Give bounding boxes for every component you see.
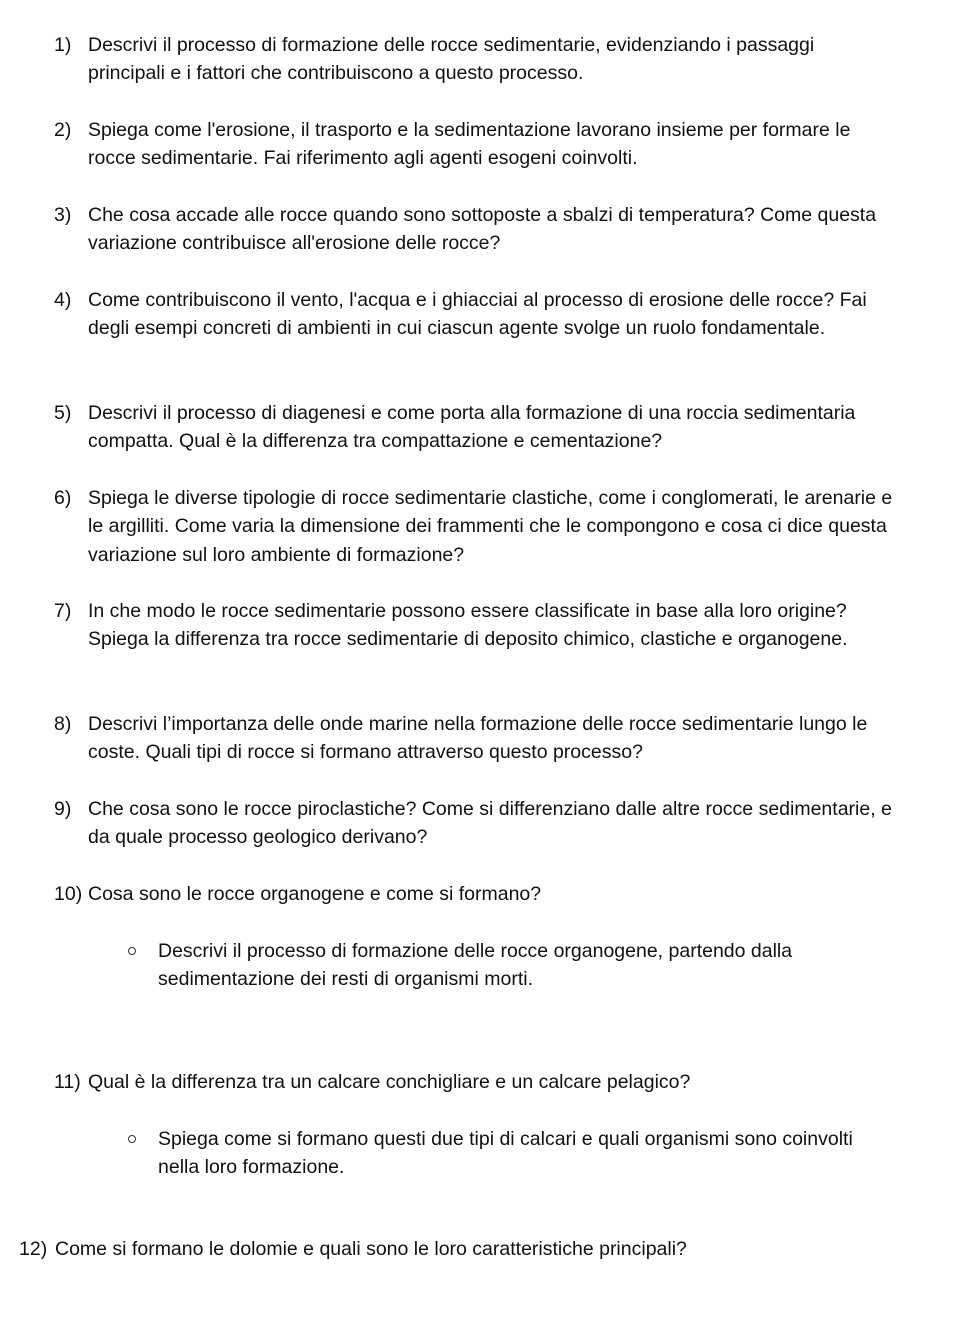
question-number: 12) [19,1238,48,1260]
question-text: Che cosa accade alle rocce quando sono sottoposte a sbalzi di temperatura? Come questa variazione contribuisce all'erosione delle rocce? [88,204,877,255]
question-number: 5) [54,402,72,424]
subitem-text: Spiega come si formano questi due tipi di calcari e quali organismi sono coinvolti nella loro formazione. [158,1128,853,1179]
question-text: Spiega come l'erosione, il trasporto e la sedimentazione lavorano insieme per formare le rocce sedimentarie. Fai riferimento agli agenti esogeni coinvolti. [88,119,851,170]
question-number: 11) [54,1071,81,1093]
question-text: Come si formano le dolomie e quali sono le loro caratteristiche principali? [55,1238,687,1260]
subitem-text: Descrivi il processo di formazione delle rocce organogene, partendo dalla sedimentazione dei resti di organismi morti. [158,940,793,991]
question-text: Spiega le diverse tipologie di rocce sedimentarie clastiche, come i conglomerati, le arenarie e le argilliti. Come varia la dimensione dei frammenti che le compongono e cosa ci dice questa variazione sul loro ambiente di formazione? [88,487,893,566]
question-text: Descrivi l’importanza delle onde marine nella formazione delle rocce sedimentarie lungo le coste. Quali tipi di rocce si formano attraverso questo processo? [88,713,868,764]
question-number: 1) [54,34,72,56]
question-number: 10) [54,883,83,905]
question-number: 7) [54,600,72,622]
question-number: 9) [54,798,72,820]
question-text: Cosa sono le rocce organogene e come si formano? [88,883,542,905]
question-number: 2) [54,119,72,141]
hollow-bullet-icon [128,1135,136,1143]
question-text: In che modo le rocce sedimentarie possono essere classificate in base alla loro origine? Spiega la differenza tra rocce sedimentarie di deposito chimico, clastiche e organogene. [88,600,848,651]
question-text: Descrivi il processo di formazione delle rocce sedimentarie, evidenziando i passaggi principali e i fattori che contribuiscono a questo processo. [88,34,815,85]
question-number: 4) [54,289,72,311]
question-number: 8) [54,713,72,735]
hollow-bullet-icon [128,947,136,955]
question-text: Come contribuiscono il vento, l'acqua e i ghiacciai al processo di erosione delle rocce? Fai degli esempi concreti di ambienti in cui ciascun agente svolge un ruolo fondamentale. [88,289,867,340]
question-number: 6) [54,487,72,509]
question-text: Che cosa sono le rocce piroclastiche? Come si differenziano dalle altre rocce sedimentarie, e da quale processo geologico derivano? [88,798,892,849]
question-text: Descrivi il processo di diagenesi e come porta alla formazione di una roccia sedimentaria compatta. Qual è la differenza tra compattazione e cementazione? [88,402,856,453]
question-text: Qual è la differenza tra un calcare conchigliare e un calcare pelagico? [88,1071,691,1093]
question-number: 3) [54,204,72,226]
